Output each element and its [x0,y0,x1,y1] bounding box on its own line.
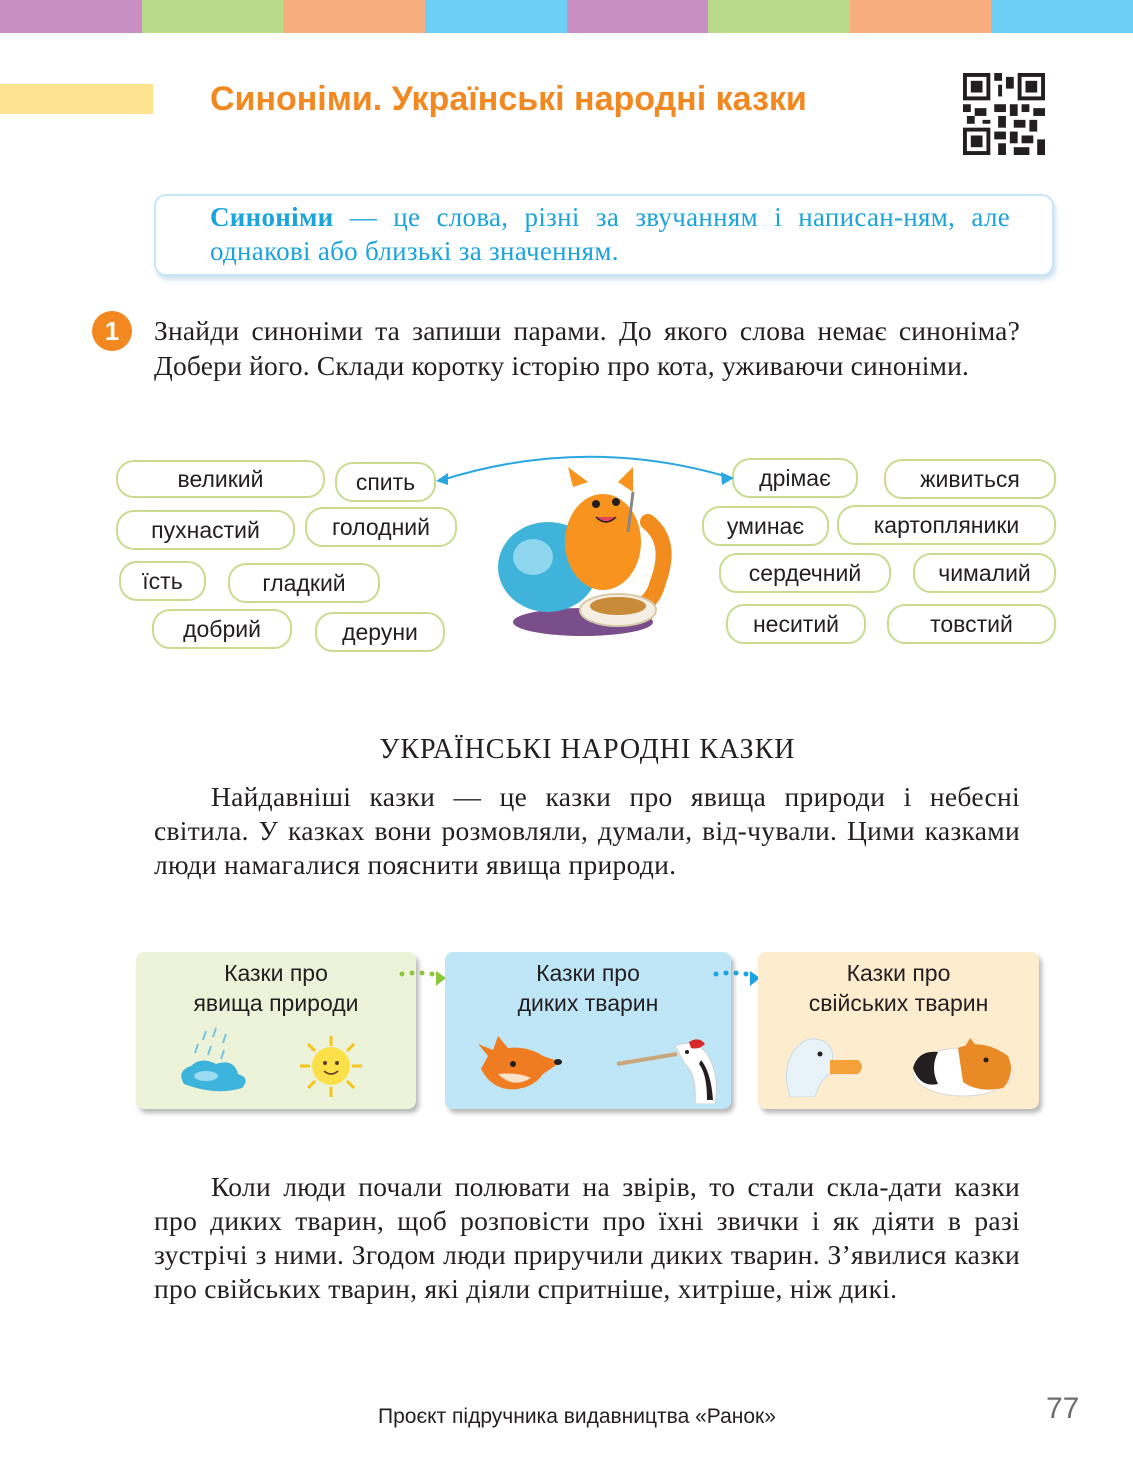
stripe-segment [142,0,284,33]
word-chip[interactable]: добрий [152,609,292,649]
card-title [758,958,1039,1018]
word-chip[interactable]: гладкий [228,563,380,603]
tale-category-card [758,952,1039,1109]
word-chip[interactable]: неситий [726,604,866,644]
task-number-badge: 1 [92,311,132,351]
word-chip[interactable]: живиться [884,459,1056,499]
card-title-line: Казки про [536,960,640,986]
stripe-segment [567,0,709,33]
word-chip[interactable]: сердечний [719,553,891,593]
word-chip[interactable]: картопляники [837,505,1056,545]
paragraph: Найдавніші казки — це казки про явища природи і небесні світила. У казках вони розмовляли, думали, від-чували. Цими казками люди намагалися пояснити явища природи. [154,781,1020,880]
card-title [136,958,416,1018]
word-chip[interactable]: деруни [315,612,445,652]
word-chip[interactable]: товстий [887,604,1056,644]
word-chip[interactable]: спить [335,462,436,502]
task-instructions: Знайди синоніми та запиши парами. До якого слова немає синоніма? Добери його. Склади коротку історію про кота, уживаючи синоніми. [154,315,1020,381]
word-chip[interactable]: чималий [913,553,1056,593]
card-title [445,958,731,1018]
card-title-line: явища природи [193,990,359,1016]
stripe-segment [283,0,425,33]
fox-icon [473,1034,563,1094]
card-title-line: Казки про [224,960,328,986]
card-title-line: Казки про [846,960,951,986]
stripe-segment [991,0,1133,33]
pig-icon [908,1038,1018,1100]
tale-category-card [445,952,731,1109]
word-chip[interactable]: великий [116,460,325,498]
definition-body: — це слова, різні за звучанням і написан-ням, але однакові або близькі за значенням. [210,202,1010,266]
page-title: Синоніми. Українські народні казки [210,80,807,118]
next-arrow-icon [710,962,760,992]
page-number: 77 [1046,1392,1080,1425]
goose-icon [780,1032,865,1097]
stripe-segment [850,0,992,33]
word-chip[interactable]: дрімає [732,458,858,498]
sun-icon [296,1034,366,1099]
definition-text [210,200,1010,268]
word-chip[interactable]: їсть [119,561,206,601]
card-title-line: диких тварин [517,990,659,1016]
tale-category-card [136,952,416,1109]
footer-text: Проєкт підручника видавництва «Ранок» [378,1405,776,1428]
word-chip[interactable]: уминає [702,506,829,546]
top-color-stripe [0,0,1133,33]
next-arrow-icon [396,962,446,992]
word-chip[interactable]: голодний [305,507,457,547]
paragraph: Коли люди почали полювати на звірів, то стали скла-дати казки про диких тварин, щоб розповісти про їхні звички і як діяти в разі зустрічі з ними. Згодом люди приручили диких тварин. З’явилися казки про свійських тварин, які діяли спритніше, хитріше, ніж дикі. [154,1171,1020,1304]
crane-icon [615,1034,725,1104]
rain-cloud-icon [176,1026,251,1096]
card-title-line: свійських тварин [808,990,989,1016]
stripe-segment [425,0,567,33]
qr-code-icon[interactable] [963,73,1045,155]
word-chip[interactable]: пухнастий [116,510,295,550]
cat-eating-icon [488,462,678,642]
title-accent-bar [0,84,153,114]
stripe-segment [0,0,142,33]
section-heading: УКРАЇНСЬКІ НАРОДНІ КАЗКИ [379,734,796,765]
stripe-segment [708,0,850,33]
definition-term: Синоніми [210,202,334,232]
